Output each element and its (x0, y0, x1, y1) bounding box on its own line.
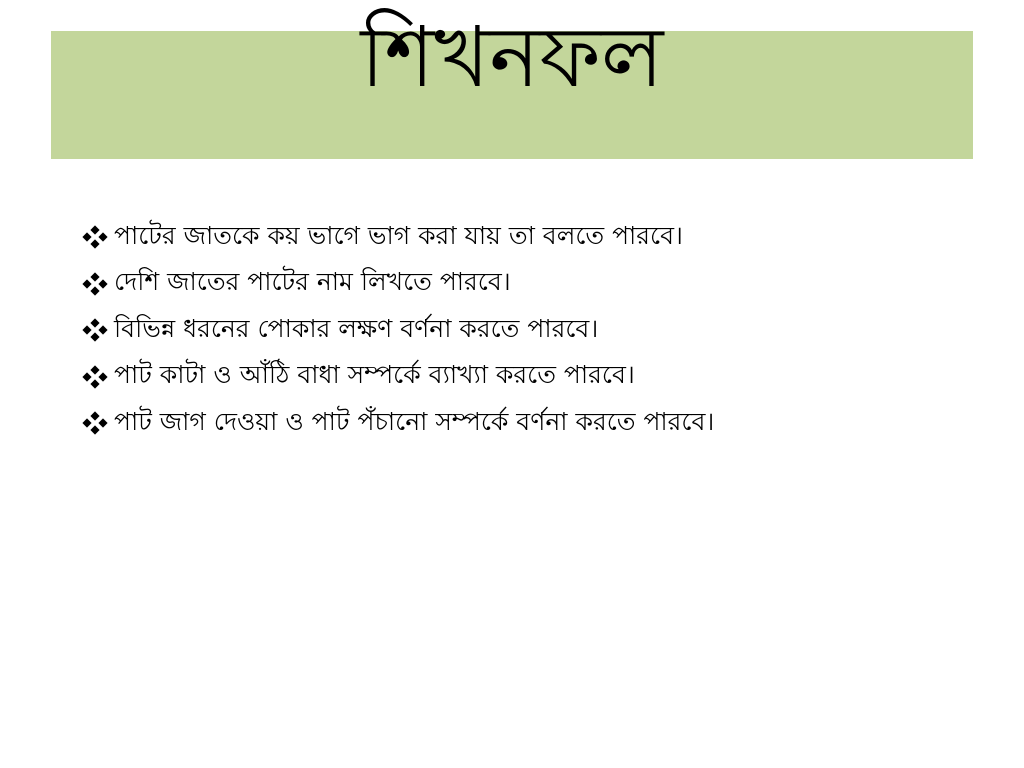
list-item (80, 214, 980, 261)
list-item (80, 261, 980, 308)
four-diamond-icon (80, 365, 110, 389)
bullet-text: বিভিন্ন ধরনের পোকার লক্ষণ বর্ণনা করতে পারবে। (114, 313, 599, 343)
bullet-list (80, 214, 980, 447)
bullet-text: পাট কাটা ও আঁঠি বাধা সম্পর্কে ব্যাখ্যা করতে পারবে। (114, 360, 635, 390)
list-item (80, 354, 980, 401)
four-diamond-icon (80, 318, 110, 342)
four-diamond-icon (80, 272, 110, 296)
list-item (80, 307, 980, 354)
slide-title: শিখনফল (360, 8, 664, 106)
bullet-text: দেশি জাতের পাটের নাম লিখতে পারবে। (114, 267, 511, 297)
four-diamond-icon (80, 225, 110, 249)
bullet-text: পাট জাগ দেওয়া ও পাট পঁচানো সম্পর্কে বর্ণনা করতে পারবে। (114, 406, 715, 436)
four-diamond-icon (80, 411, 110, 435)
bullet-text: পাটের জাতকে কয় ভাগে ভাগ করা যায় তা বলতে পারবে। (114, 220, 683, 250)
list-item (80, 400, 980, 447)
